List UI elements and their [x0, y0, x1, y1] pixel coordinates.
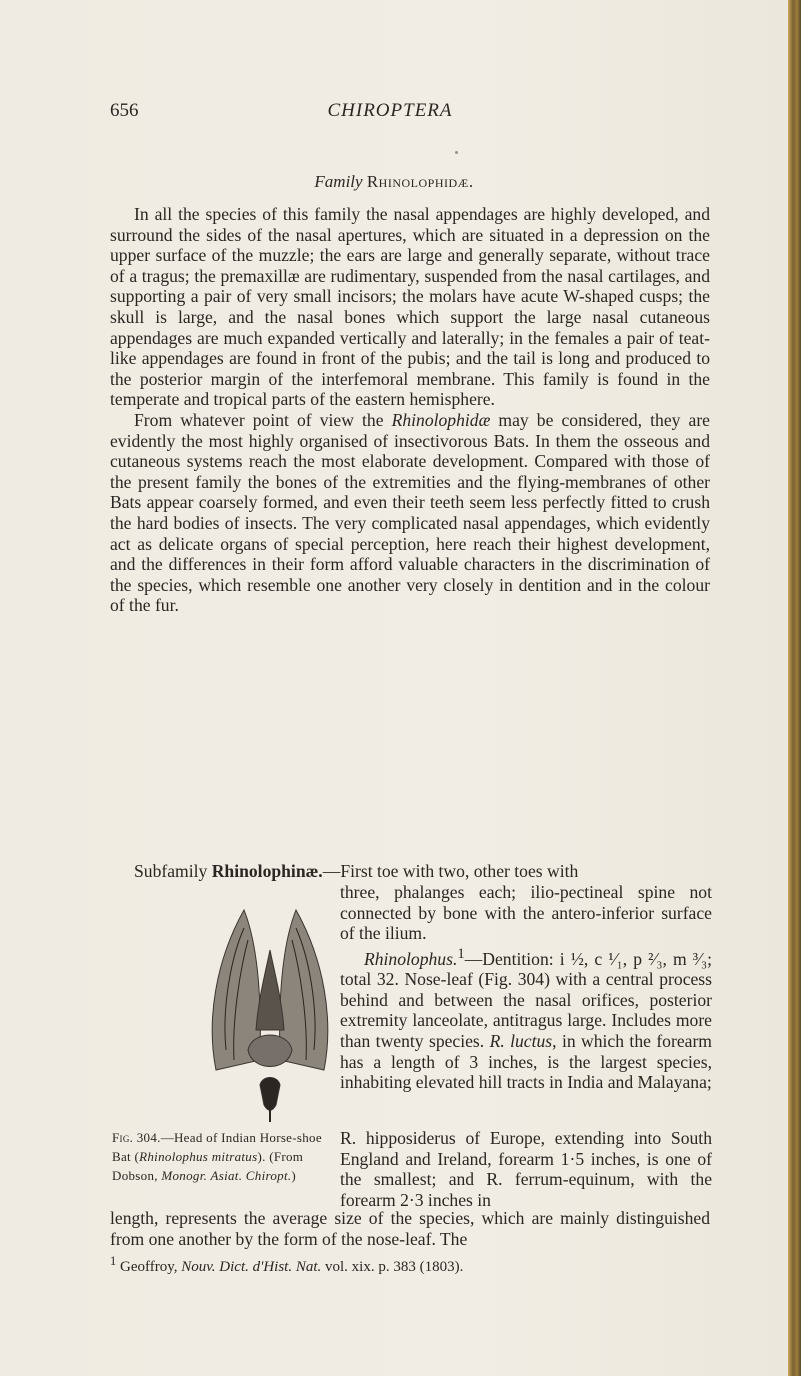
ink-speck: [455, 151, 458, 154]
subfamily-text-rest: three, phalanges each; ilio-pectineal spine not connected by bone with the antero-inferior surface of the ilium.: [340, 882, 712, 944]
subfamily-label: Subfamily: [134, 861, 208, 881]
subfamily-line: [110, 861, 710, 882]
genus-description: Nose-leaf (Fig. 304) with a central process behind and between the nasal orifices, posterior extremity lanceolate, antitragus large. Includes more than twenty species.: [340, 969, 713, 1052]
figure-caption-text-3: ): [291, 1168, 297, 1183]
species-hipposiderus: R. hipposiderus: [340, 1128, 456, 1148]
footnote-source: Nouv. Dict. d'Hist. Nat.: [181, 1259, 322, 1275]
family-heading: [0, 172, 788, 192]
subfamily-text-first: —First toe with two, other toes with: [322, 861, 579, 881]
figure-label: Fig. 304.: [112, 1130, 161, 1145]
footnote: [110, 1254, 710, 1276]
genus-name: Rhinolophus.: [364, 948, 458, 969]
running-title: CHIROPTERA: [327, 100, 453, 121]
paragraph-2-family: Rhinolophidæ: [391, 409, 491, 430]
paragraph-2-rest: may be considered, they are evidently the most highly organised of insectivorous Bats. In them the osseous and cutaneous systems reach the most elaborate development. Compared with those of the present family the bones of the extremities and the flying-membranes of other Bats appear coarsely formed, and even their teeth seem less perfectly fitted to crush the hard bodies of insects. The very complicated nasal appendages, which evidently act as delicate organs of special perception, here reach their highest development, and the differences in their form afford valuable characters in the discrimination of the species, which resemble one another very closely in dentition and in the colour of the fur.: [110, 409, 710, 616]
genus-tail: length, represents the average size of the species, which are mainly distinguished from one another by the form of the nose-leaf. The: [110, 1208, 710, 1249]
subfamily-name: Rhinolophinæ.: [211, 861, 323, 881]
species-luctus: R. luctus: [489, 1031, 553, 1052]
body-text: [110, 204, 710, 616]
footnote-mark: 1: [457, 945, 465, 962]
running-head: [110, 100, 670, 130]
footnote-number: 1: [110, 1254, 117, 1268]
species-luctus-text: , in which the forearm has a length of 3 inches, is the largest species, inhabiting elevated hill tracts in India and Malayana;: [340, 1031, 712, 1093]
genus-dentition: —Dentition: i ½, c ¹⁄₁, p ²⁄₃, m ³⁄₃; total 32.: [340, 948, 712, 990]
family-name: Rhinolophidæ.: [366, 172, 474, 191]
horseshoe-bat-head-illustration: [196, 900, 344, 1128]
family-prefix: Family: [314, 172, 363, 191]
species-hipposiderus-text: of Europe, extending into South England and Ireland, forearm 1·5 inches, is one of the smallest; and: [340, 1128, 712, 1190]
figure-caption-text-2: ). (From Dobson,: [112, 1149, 304, 1183]
species-ferrum-equinum-text: , with the forearm 2·3 inches in: [340, 1169, 713, 1210]
footnote-rest: vol. xix. p. 383 (1803).: [321, 1259, 464, 1275]
figure-caption-source: Monogr. Asiat. Chiropt.: [161, 1168, 292, 1183]
page-number: 656: [110, 100, 139, 121]
species-ferrum-equinum: R. ferrum-equinum: [486, 1169, 631, 1190]
footnote-author: Geoffroy,: [116, 1259, 182, 1275]
paragraph-1: In all the species of this family the nasal appendages are highly developed, and surround the sides of the nasal apertures, which are situated in a depression on the upper surface of the muzzle; the ears are large and generally separate, without trace of a tragus; the premaxillæ are rudimentary, suspended from the nasal cartilages, and supporting a pair of very small incisors; the molars have acute W-shaped cusps; the skull is large, and the nasal bones which support the large nasal cutaneous appendages are much expanded vertically and laterally; in the females a pair of teat-like appendages are found in front of the pubis; and the tail is long and produced to the posterior margin of the interfemoral membrane. This family is found in the temperate and tropical parts of the eastern hemisphere.: [110, 204, 710, 410]
paragraph-2-start: From whatever point of view the: [134, 409, 392, 430]
figure-caption-species: Rhinolophus mitratus: [139, 1149, 258, 1164]
figure-caption-text: —Head of Indian Horse-shoe Bat (: [112, 1130, 322, 1164]
closing-text: [110, 1208, 710, 1249]
figure-wrap-text: [340, 882, 712, 1093]
page-edge: [788, 0, 801, 1376]
figure-wrap-text-lower: [340, 1128, 712, 1210]
figure-caption: [112, 1128, 336, 1185]
